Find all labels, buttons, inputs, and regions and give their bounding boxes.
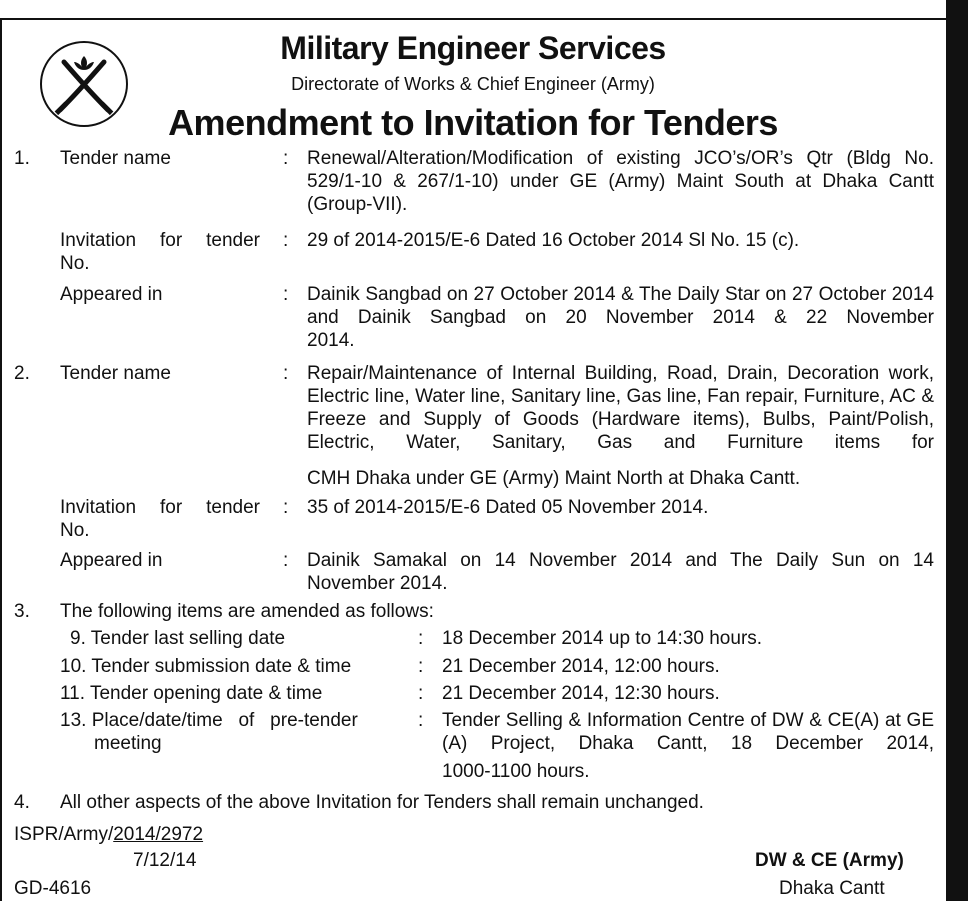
amend-row-value: 21 December 2014, 12:00 hours. — [442, 656, 720, 677]
reference-prefix: ISPR/Army/ — [14, 824, 114, 845]
invitation-value: 29 of 2014-2015/E-6 Dated 16 October 2014 Sl No. 15 (c). — [307, 230, 800, 251]
signatory: DW & CE (Army) — [755, 850, 904, 871]
item-number: 1. — [14, 148, 30, 169]
gd-code: GD-4616 — [14, 878, 92, 899]
pre-tender-label-end: meeting — [94, 733, 162, 754]
colon: : — [418, 628, 424, 649]
scan-edge-bar — [946, 0, 968, 901]
colon: : — [418, 710, 424, 731]
amend-intro: The following items are amended as follows: — [60, 601, 434, 622]
invitation-value: 35 of 2014-2015/E-6 Dated 05 November 2014. — [307, 497, 709, 518]
reference-number — [14, 823, 203, 846]
invitation-label: Invitation for tender — [60, 230, 260, 251]
tender-name-label: Tender name — [60, 148, 171, 169]
item-number: 2. — [14, 363, 30, 384]
tender-name-value-end: (Group-VII). — [307, 194, 408, 215]
reference-code: 2014/2972 — [113, 824, 204, 845]
directorate-name: Directorate of Works & Chief Engineer (Army) — [291, 74, 655, 94]
tender-name-label: Tender name — [60, 363, 171, 384]
colon: : — [418, 683, 424, 704]
appeared-label: Appeared in — [60, 550, 163, 571]
colon: : — [283, 230, 289, 251]
appeared-value-end: 2014. — [307, 330, 355, 351]
tender-name-value: Repair/Maintenance of Internal Building, Road, Drain, Decoration work, Electric line, Water line, Sanitary line, Gas line, Fan repair, Furniture, AC & Freeze and Supply of Goods (Hardware items), Bulbs, Paint/Polish, Electric, Water, Sanitary, Gas and Furniture items for — [307, 363, 934, 453]
signatory-location: Dhaka Cantt — [779, 878, 885, 899]
org-name: Military Engineer Services — [280, 30, 666, 66]
colon: : — [283, 497, 289, 518]
item-number: 4. — [14, 792, 30, 813]
item4-text: All other aspects of the above Invitation for Tenders shall remain unchanged. — [60, 792, 704, 813]
colon: : — [418, 656, 424, 677]
colon: : — [283, 148, 289, 169]
amend-row-label: 9. Tender last selling date — [70, 628, 286, 649]
appeared-value: Dainik Sangbad on 27 October 2014 & The Daily Star on 27 October 2014 and Dainik Sangbad on 20 November 2014 & 22 November — [307, 284, 934, 328]
amend-row-label: 11. Tender opening date & time — [60, 683, 323, 704]
colon: : — [283, 550, 289, 571]
appeared-value: Dainik Samakal on 14 November 2014 and The Daily Sun on 14 — [307, 550, 934, 571]
appeared-value-end: November 2014. — [307, 573, 448, 594]
tender-name-value-end: CMH Dhaka under GE (Army) Maint North at Dhaka Cantt. — [307, 468, 801, 489]
invitation-label-no: No. — [60, 253, 90, 274]
reference-date: 7/12/14 — [133, 850, 197, 871]
invitation-label-no: No. — [60, 520, 90, 541]
amend-row-value: 21 December 2014, 12:30 hours. — [442, 683, 720, 704]
colon: : — [283, 284, 289, 305]
pre-tender-label: 13. Place/date/time of pre-tender — [60, 710, 358, 731]
appeared-label: Appeared in — [60, 284, 163, 305]
invitation-label: Invitation for tender — [60, 497, 260, 518]
amend-row-value: 18 December 2014 up to 14:30 hours. — [442, 628, 763, 649]
item-number: 3. — [14, 601, 30, 622]
amend-row-label: 10. Tender submission date & time — [60, 656, 352, 677]
tender-name-value: Renewal/Alteration/Modification of existing JCO’s/OR’s Qtr (Bldg No. 529/1-10 & 267/1-10) under GE (Army) Maint South at Dhaka Cantt — [307, 148, 934, 192]
colon: : — [283, 363, 289, 384]
pre-tender-value: Tender Selling & Information Centre of DW & CE(A) at GE (A) Project, Dhaka Cantt, 18 December 2014, — [442, 710, 934, 754]
document-title: Amendment to Invitation for Tenders — [168, 102, 778, 143]
pre-tender-value-end: 1000-1100 hours. — [442, 761, 590, 782]
